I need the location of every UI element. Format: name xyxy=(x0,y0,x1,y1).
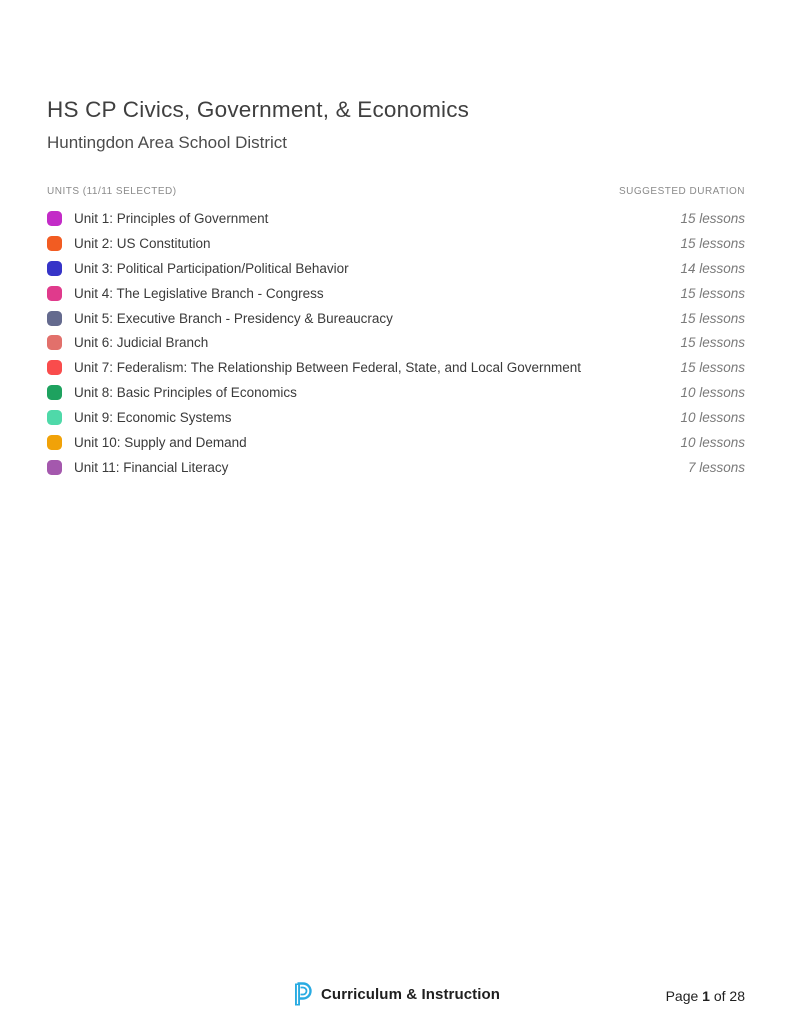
suggested-duration-header-label: SUGGESTED DURATION xyxy=(618,186,745,197)
unit-color-swatch xyxy=(47,435,62,450)
unit-duration: 10 lessons xyxy=(680,385,745,401)
page-subtitle: Huntingdon Area School District xyxy=(47,133,288,152)
unit-label: Unit 9: Economic Systems xyxy=(74,410,232,426)
unit-color-swatch xyxy=(47,460,62,475)
unit-label: Unit 2: US Constitution xyxy=(74,235,211,251)
unit-duration: 10 lessons xyxy=(680,434,745,450)
unit-row xyxy=(47,455,745,480)
unit-row xyxy=(47,405,745,430)
unit-row xyxy=(47,256,745,281)
unit-color-swatch xyxy=(47,311,62,326)
units-table-header xyxy=(47,186,745,197)
brand-p-logo-icon xyxy=(294,982,313,1007)
unit-row xyxy=(47,430,745,455)
unit-row xyxy=(47,306,745,331)
page-indicator-prefix: Page xyxy=(665,988,703,1004)
unit-label: Unit 1: Principles of Government xyxy=(74,210,269,226)
units-header-label: UNITS (11/11 SELECTED) xyxy=(47,186,177,197)
page-indicator-suffix: of 28 xyxy=(709,988,745,1004)
unit-color-swatch xyxy=(47,385,62,400)
unit-label: Unit 3: Political Participation/Political Behavior xyxy=(74,260,349,276)
unit-color-swatch xyxy=(47,335,62,350)
unit-label: Unit 8: Basic Principles of Economics xyxy=(74,385,297,401)
page-indicator xyxy=(666,988,745,1004)
unit-row xyxy=(47,231,745,256)
unit-row xyxy=(47,380,745,405)
unit-duration: 15 lessons xyxy=(680,310,745,326)
unit-color-swatch xyxy=(47,360,62,375)
unit-duration: 15 lessons xyxy=(680,235,745,251)
unit-color-swatch xyxy=(47,286,62,301)
unit-duration: 15 lessons xyxy=(680,285,745,301)
units-list xyxy=(47,206,745,480)
unit-duration: 10 lessons xyxy=(680,410,745,426)
page-number: 1 xyxy=(702,988,710,1004)
unit-color-swatch xyxy=(47,410,62,425)
unit-color-swatch xyxy=(47,236,62,251)
unit-color-swatch xyxy=(47,211,62,226)
footer-brand xyxy=(294,982,500,1007)
unit-label: Unit 6: Judicial Branch xyxy=(74,335,209,351)
unit-color-swatch xyxy=(47,261,62,276)
brand-text: Curriculum & Instruction xyxy=(321,986,501,1003)
unit-duration: 15 lessons xyxy=(680,335,745,351)
unit-duration: 15 lessons xyxy=(680,210,745,226)
unit-duration: 14 lessons xyxy=(680,260,745,276)
unit-duration: 7 lessons xyxy=(687,459,745,475)
unit-duration: 15 lessons xyxy=(680,360,745,376)
unit-label: Unit 10: Supply and Demand xyxy=(74,434,247,450)
unit-row xyxy=(47,206,745,231)
units-table xyxy=(47,186,745,480)
unit-row xyxy=(47,281,745,306)
unit-row xyxy=(47,330,745,355)
unit-label: Unit 11: Financial Literacy xyxy=(74,459,229,475)
unit-label: Unit 7: Federalism: The Relationship Between Federal, State, and Local Government xyxy=(74,360,582,376)
page-title: HS CP Civics, Government, & Economics xyxy=(47,97,470,122)
unit-row xyxy=(47,355,745,380)
unit-label: Unit 4: The Legislative Branch - Congress xyxy=(74,285,324,301)
unit-label: Unit 5: Executive Branch - Presidency & Bureaucracy xyxy=(74,310,393,326)
